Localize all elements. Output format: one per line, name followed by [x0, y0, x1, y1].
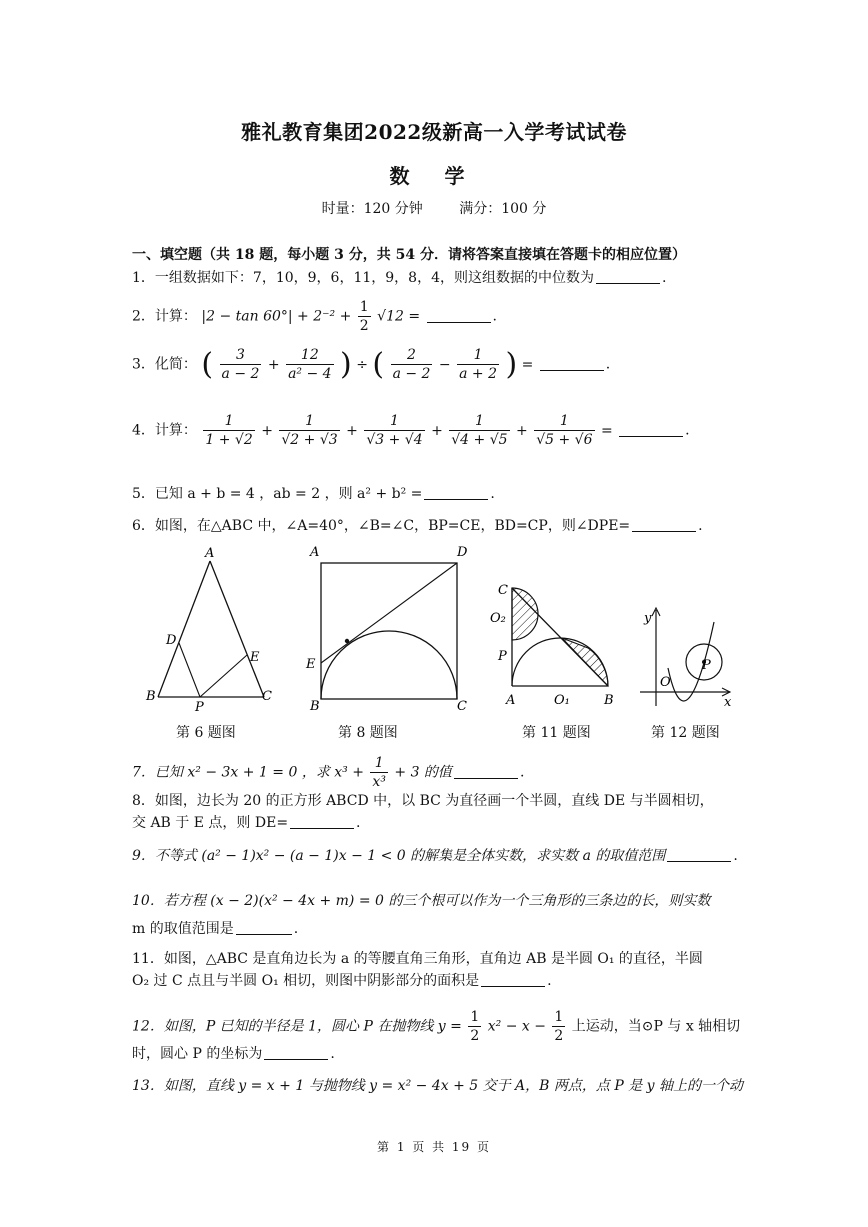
- answer-blank: [236, 920, 292, 935]
- section-heading: 一、填空题（共 18 题，每小题 3 分，共 54 分．请将答案直接填在答题卡的相应位置）: [132, 247, 686, 263]
- fig12-label-x: x: [724, 695, 732, 710]
- full-score: 满分：100 分: [459, 201, 547, 217]
- question-11-line-1: 11．如图，△ABC 是直角边长为 a 的等腰直角三角形，直角边 AB 是半圆 O₁ 的直径，半圆: [132, 951, 703, 967]
- answer-blank: [264, 1045, 328, 1060]
- fig11-label-p: P: [498, 649, 507, 664]
- fraction-numerator: 1: [359, 299, 369, 315]
- answer-blank: [667, 847, 731, 862]
- fig11-label-b: B: [604, 693, 614, 708]
- question-9: 9．不等式 (a² − 1)x² − (a − 1)x − 1 < 0 的解集是全体实数，求实数 a 的取值范围 .: [132, 848, 738, 864]
- figure-12: [636, 602, 736, 714]
- question-10-line-1: 10．若方程 (x − 2)(x² − 4x + m) = 0 的三个根可以作为一个三角形的三条边的长，则实数: [132, 893, 711, 909]
- fig6-label-e: E: [250, 650, 260, 665]
- figure-6-caption: 第 6 题图: [176, 725, 236, 741]
- question-1: 1．一组数据如下：7，10，9，6，11，9，8，4，则这组数据的中位数为 .: [132, 270, 667, 286]
- fig11-label-a: A: [506, 693, 516, 708]
- question-2-fraction: [358, 298, 371, 335]
- question-7-tail: + 3 的值: [394, 764, 452, 781]
- question-12: [132, 1008, 740, 1045]
- answer-blank: [481, 972, 545, 987]
- fig8-label-a: A: [310, 545, 320, 560]
- question-6-text: 6．如图，在△ABC 中，∠A=40°，∠B=∠C，BP=CE，BD=CP，则∠DPE=: [132, 518, 631, 534]
- question-8-line-2: 交 AB 于 E 点，则 DE=: [132, 815, 289, 831]
- fig6-label-b: B: [146, 689, 156, 704]
- fig11-label-o2: O₂: [490, 611, 506, 626]
- question-3-prefix: 3．化简：: [132, 356, 197, 373]
- question-4-prefix: 4．计算：: [132, 422, 197, 439]
- fig6-label-a: A: [205, 546, 215, 561]
- fig6-label-d: D: [166, 633, 177, 648]
- fig8-label-d: D: [457, 545, 468, 560]
- answer-blank: [290, 814, 354, 829]
- exam-meta: [0, 198, 868, 218]
- time-limit: 时量：120 分钟: [321, 201, 423, 217]
- question-3: 3．化简： ( $\frac{3}{a - 2}$ + $\frac{12}{\text{a² − 4}}$ ) ÷ ( $\frac{2}{a - 2}$ − $\frac{1}{a + 2}$ ) = .: [132, 346, 611, 382]
- question-3-expr: ( $\frac{3}{a - 2}$ + $\frac{12}{\text{a² − 4}}$ ) ÷ ( $\frac{2}{a - 2}$ − $\frac{1}{a + 2}$ ) =: [201, 346, 538, 382]
- answer-blank: [427, 308, 491, 323]
- answer-blank: [454, 764, 518, 779]
- fig6-label-c: C: [262, 689, 272, 704]
- question-2-expr: |2 − tan 60°| + 2⁻² +: [201, 308, 356, 325]
- question-2: 2．计算： |2 − tan 60°| + 2⁻² + $\frac{1}{2}$ √12 = .: [132, 299, 497, 334]
- question-13-text: 13．如图，直线 y = x + 1 与抛物线 y = x² − 4x + 5 交于 A，B 两点，点 P 是 y 轴上的一个动: [132, 1078, 744, 1094]
- question-12-prefix: 12．如图，P 已知的半径是 1，圆心 P 在抛物线 y =: [132, 1018, 467, 1035]
- fig12-label-y: y: [644, 611, 652, 626]
- fig8-label-b: B: [310, 699, 320, 714]
- figure-11: [490, 580, 625, 710]
- page-footer: 第 1 页 共 19 页: [377, 1140, 491, 1154]
- subject-title: 数 学: [389, 164, 479, 188]
- question-8-line-1: 8．如图，边长为 20 的正方形 ABCD 中，以 BC 为直径画一个半圆，直线 DE 与半圆相切，: [132, 793, 714, 809]
- question-12-mid: x² − x −: [487, 1018, 551, 1035]
- answer-blank: [619, 422, 683, 437]
- question-12-tail: 上运动，当⊙P 与 x 轴相切: [571, 1018, 741, 1035]
- figure-11-caption: 第 11 题图: [522, 725, 591, 741]
- question-12-line-2: 时，圆心 P 的坐标为 .: [132, 1046, 335, 1062]
- answer-blank: [540, 356, 604, 371]
- answer-blank: [424, 485, 488, 500]
- fraction-denominator: 2: [359, 318, 369, 334]
- question-9-text: 9．不等式 (a² − 1)x² − (a − 1)x − 1 < 0 的解集是全体实数，求实数 a 的取值范围: [132, 848, 666, 864]
- question-2-tail: √12 =: [377, 308, 421, 325]
- question-7-prefix: 7．已知 x² − 3x + 1 = 0 ，求 x³ +: [132, 764, 369, 781]
- question-7-fraction: $\frac{1}{\text{x³}}$: [372, 755, 386, 790]
- question-11: 11．如图，△ABC 是直角边长为 a 的等腰直角三角形，直角边 AB 是半圆 O₁ 的直径，半圆 O₂ 过 C 点且与半圆 O₁ 相切，则图中阴影部分的面积是 .: [132, 948, 742, 992]
- question-1-text: 1．一组数据如下：7，10，9，6，11，9，8，4，则这组数据的中位数为: [132, 270, 594, 286]
- question-12-fraction-a: $\frac{1}{2}$: [470, 1009, 480, 1044]
- exam-title: 雅礼教育集团2022级新高一入学考试试卷: [241, 120, 627, 144]
- question-8: 8．如图，边长为 20 的正方形 ABCD 中，以 BC 为直径画一个半圆，直线 DE 与半圆相切， 交 AB 于 E 点，则 DE= .: [132, 790, 742, 834]
- question-10: 10．若方程 (x − 2)(x² − 4x + m) = 0 的三个根可以作为一个三角形的三条边的长，则实数 m 的取值范围是 .: [132, 890, 742, 940]
- fig6-label-p: P: [195, 700, 204, 715]
- answer-blank: [632, 517, 696, 532]
- question-13: [132, 1076, 743, 1096]
- question-6: 6．如图，在△ABC 中，∠A=40°，∠B=∠C，BP=CE，BD=CP，则∠DPE= .: [132, 518, 703, 534]
- question-11-line-2: O₂ 过 C 点且与半圆 O₁ 相切，则图中阴影部分的面积是: [132, 973, 480, 989]
- question-12-fraction-b: $\frac{1}{2}$: [554, 1009, 564, 1044]
- fig12-label-o: O: [660, 675, 671, 690]
- question-5-text: 5．已知 a + b = 4 ，ab = 2 ，则 a² + b² =: [132, 486, 423, 502]
- question-5: 5．已知 a + b = 4 ，ab = 2 ，则 a² + b² = .: [132, 486, 495, 502]
- question-12-line-2-text: 时，圆心 P 的坐标为: [132, 1046, 263, 1062]
- question-10-line-2: m 的取值范围是: [132, 921, 234, 937]
- fig8-label-c: C: [457, 699, 467, 714]
- question-4-expr: $\frac{1}{1 + √2}$ + $\frac{1}{√2 + √3}$ + $\frac{1}{√3 + √4}$ + $\frac{1}{√4 + √5}$ + $\frac{1}{√5 + √6}$ =: [205, 413, 618, 448]
- fig11-label-o1: O₁: [554, 693, 570, 708]
- question-7: 7．已知 x² − 3x + 1 = 0 ，求 x³ + $\frac{1}{\text{x³}}$ + 3 的值 .: [132, 755, 525, 790]
- figure-8-caption: 第 8 题图: [338, 725, 398, 741]
- fig11-label-c: C: [498, 583, 508, 598]
- question-2-prefix: 2．计算：: [132, 308, 197, 325]
- fig12-label-p: P: [702, 658, 711, 673]
- figure-6: [142, 545, 277, 715]
- question-4: 4．计算： $\frac{1}{1 + √2}$ + $\frac{1}{√2 + √3}$ + $\frac{1}{√3 + √4}$ + $\frac{1}{√4 + √5}$ + $\frac{1}{√5 + √6}$ = .: [132, 413, 690, 448]
- figure-8: [302, 542, 472, 714]
- answer-blank: [596, 269, 660, 284]
- fig8-label-e: E: [306, 657, 316, 672]
- figure-12-caption: 第 12 题图: [651, 725, 720, 741]
